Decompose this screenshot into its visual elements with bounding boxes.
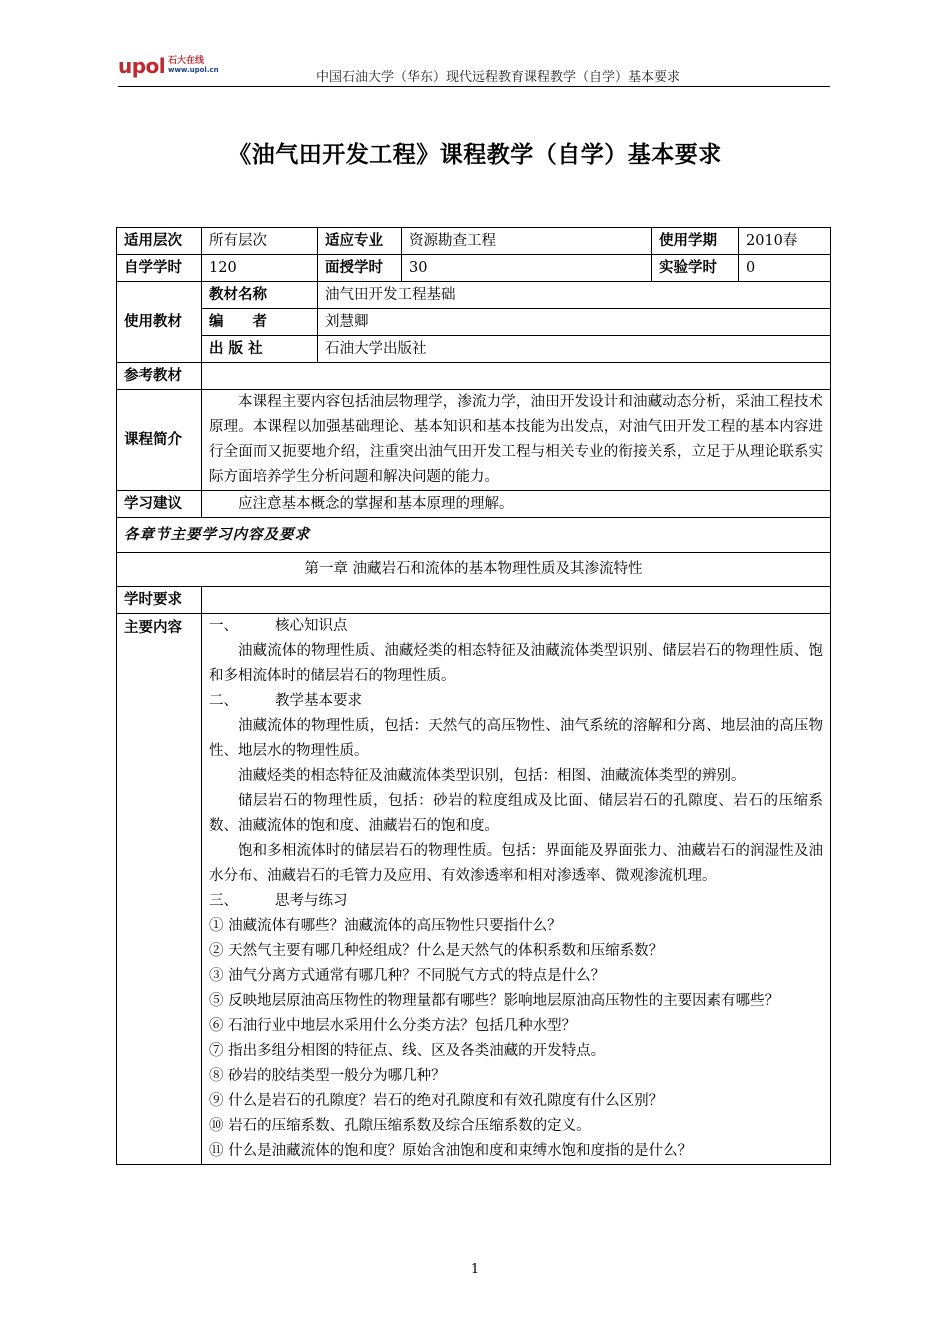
self-hours-label: 自学学时 xyxy=(117,255,202,282)
heading-number: 一、 xyxy=(209,618,238,634)
advice-label: 学习建议 xyxy=(117,491,202,518)
logo-subtext xyxy=(168,56,219,75)
table-row xyxy=(117,255,831,282)
heading-text: 核心知识点 xyxy=(275,618,348,634)
paragraph: 储层岩石的物理性质，包括：砂岩的粒度组成及比面、储层岩石的孔隙度、岩石的压缩系数、油藏流体的饱和度、油藏岩石的饱和度。 xyxy=(209,793,823,834)
page-header xyxy=(118,50,830,87)
lab-hours-value: 0 xyxy=(739,255,831,282)
question-item: ⑥ 石油行业中地层水采用什么分类方法？包括几种水型？ xyxy=(209,1018,577,1034)
table-row xyxy=(117,518,831,553)
level-label: 适用层次 xyxy=(117,228,202,255)
reference-value xyxy=(202,363,831,390)
textbook-author-label: 编 者 xyxy=(202,309,318,336)
heading-number: 三、 xyxy=(209,893,238,909)
textbook-name-value: 油气田开发工程基础 xyxy=(318,282,831,309)
table-row xyxy=(117,553,831,587)
heading-basic-requirements xyxy=(209,689,823,714)
upol-logo xyxy=(118,54,219,78)
question-item: ② 天然气主要有哪几种烃组成？什么是天然气的体积系数和压缩系数？ xyxy=(209,943,664,959)
reference-label: 参考教材 xyxy=(117,363,202,390)
textbook-publisher-value: 石油大学出版社 xyxy=(318,336,831,363)
question-item: ⑪ 什么是油藏流体的饱和度？原始含油饱和度和束缚水饱和度指的是什么？ xyxy=(209,1143,693,1159)
hours-value xyxy=(202,587,831,614)
logo-text: upol xyxy=(118,54,166,78)
sections-heading: 各章节主要学习内容及要求 xyxy=(117,518,831,553)
heading-text: 教学基本要求 xyxy=(275,693,362,709)
paragraph: 油藏烃类的相态特征及油藏流体类型识别，包括：相图、油藏流体类型的辨别。 xyxy=(238,768,746,784)
intro-text: 本课程主要内容包括油层物理学，渗流力学，油田开发设计和油藏动态分析，采油工程技术原理。本课程以加强基础理论、基本知识和基本技能为出发点，对油气田开发工程的基本内容进行全面而又扼要地介绍，注重突出油气田开发工程与相关专业的衔接关系，立足于从理论联系实际方面培养学生分析问题和解决问题的能力。 xyxy=(202,390,831,491)
term-value: 2010春 xyxy=(739,228,831,255)
heading-core-points xyxy=(209,614,823,639)
logo-cn: 石大在线 xyxy=(168,56,205,66)
table-row xyxy=(117,587,831,614)
heading-exercises xyxy=(209,889,823,914)
advice-text: 应注意基本概念的掌握和基本原理的理解。 xyxy=(202,491,831,518)
question-item: ① 油藏流体有哪些？油藏流体的高压物性只要指什么？ xyxy=(209,918,562,934)
textbook-label: 使用教材 xyxy=(117,282,202,363)
question-item: ⑤ 反映地层原油高压物性的物理量都有哪些？影响地层原油高压物性的主要因素有哪些？ xyxy=(209,993,780,1009)
question-item: ⑧ 砂岩的胶结类型一般分为哪几种？ xyxy=(209,1068,446,1084)
table-row xyxy=(117,390,831,491)
table-row xyxy=(117,282,831,309)
paragraph: 饱和多相流体时的储层岩石的物理性质。包括：界面能及界面张力、油藏岩石的润湿性及油水分布、油藏岩石的毛管力及应用、有效渗透率和相对渗透率、微观渗流机理。 xyxy=(209,843,823,884)
lab-hours-label: 实验学时 xyxy=(652,255,739,282)
logo-url: www.upol.cn xyxy=(168,66,219,74)
table-row xyxy=(117,491,831,518)
major-label: 适应专业 xyxy=(318,228,402,255)
question-item: ③ 油气分离方式通常有哪几种？不同脱气方式的特点是什么？ xyxy=(209,968,606,984)
self-hours-value: 120 xyxy=(202,255,318,282)
major-value: 资源勘查工程 xyxy=(402,228,652,255)
chapter-title: 第一章 油藏岩石和流体的基本物理性质及其渗流特性 xyxy=(117,553,831,587)
content-label: 主要内容 xyxy=(117,614,202,1165)
page-number: 1 xyxy=(470,1262,480,1277)
question-item: ⑨ 什么是岩石的孔隙度？岩石的绝对孔隙度和有效孔隙度有什么区别？ xyxy=(209,1093,664,1109)
textbook-publisher-label: 出 版 社 xyxy=(202,336,318,363)
question-item: ⑩ 岩石的压缩系数、孔隙压缩系数及综合压缩系数的定义。 xyxy=(209,1118,591,1134)
header-text: 中国石油大学（华东）现代远程教育课程教学（自学）基本要求 xyxy=(316,70,681,85)
table-row xyxy=(117,614,831,1165)
paragraph: 油藏流体的物理性质，包括：天然气的高压物性、油气系统的溶解和分离、地层油的高压物性、地层水的物理性质。 xyxy=(209,718,823,759)
hours-label: 学时要求 xyxy=(117,587,202,614)
course-requirements-table xyxy=(116,227,831,1165)
textbook-name-label: 教材名称 xyxy=(202,282,318,309)
lecture-hours-value: 30 xyxy=(402,255,652,282)
heading-number: 二、 xyxy=(209,693,238,709)
question-item: ⑦ 指出多组分相图的特征点、线、区及各类油藏的开发特点。 xyxy=(209,1043,606,1059)
table-row xyxy=(117,228,831,255)
table-row xyxy=(117,363,831,390)
table-row xyxy=(117,336,831,363)
heading-text: 思考与练习 xyxy=(275,893,348,909)
term-label: 使用学期 xyxy=(652,228,739,255)
document-title: 《油气田开发工程》课程教学（自学）基本要求 xyxy=(228,142,722,168)
lecture-hours-label: 面授学时 xyxy=(318,255,402,282)
textbook-author-value: 刘慧卿 xyxy=(318,309,831,336)
table-row xyxy=(117,309,831,336)
level-value: 所有层次 xyxy=(202,228,318,255)
paragraph: 油藏流体的物理性质、油藏烃类的相态特征及油藏流体类型识别、储层岩石的物理性质、饱和多相流体时的储层岩石的物理性质。 xyxy=(209,643,823,684)
intro-label: 课程简介 xyxy=(117,390,202,491)
chapter-content xyxy=(202,614,831,1165)
